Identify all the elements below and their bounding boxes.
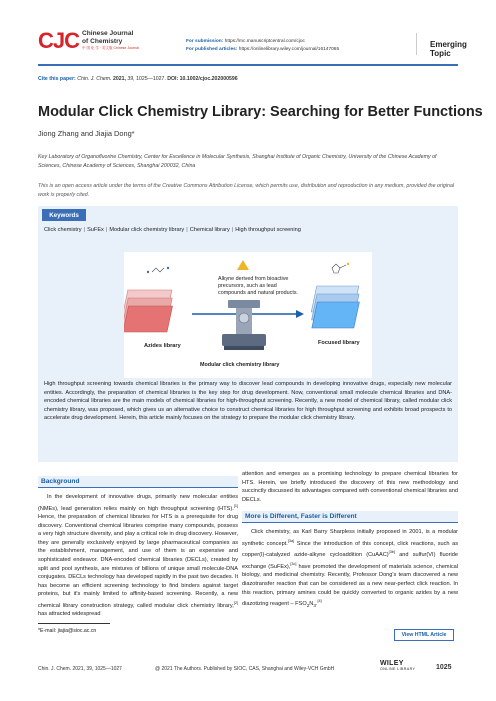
footnote-rule [38, 623, 110, 624]
citation-label: Cite this paper: [38, 76, 76, 82]
keyword-item[interactable]: Click chemistry [44, 227, 82, 233]
background-section [38, 476, 238, 619]
graphic-text-line2: precursors, such as lead [218, 283, 277, 289]
paragraph-text: and sulfur(VI) fluoride exchange (SuFEx), [242, 552, 458, 570]
license-notice: This is an open access article under the terms of the Creative Commons Attribution License, which permits use, distribution and reproduction in any medium, provided the original work is properly cited. [38, 183, 455, 198]
robot-instrument-icon [222, 300, 266, 350]
reference-link[interactable]: [4] [317, 599, 322, 604]
header-rule [38, 64, 458, 66]
citation-doi[interactable]: DOI: 10.1002/cjoc.202000596 [167, 76, 238, 82]
background-paragraph [38, 493, 238, 619]
journal-header [38, 28, 467, 58]
keyword-separator: | [231, 227, 234, 233]
graphic-text-line1: Alkyne derived from bioactive [218, 276, 289, 282]
wiley-logo-sub: ONLINE LIBRARY [380, 667, 416, 671]
affiliation: Key Laboratory of Organofluorine Chemistry, Center for Excellence in Molecular Synthesis, Shanghai Institute of Organic Chemistry, University of the Chinese Academy of Sciences, Chinese Academy of Sciences, Shanghai 200032, China [38, 154, 437, 169]
background-text: has attracted widespread [38, 611, 101, 618]
more-is-different-heading: More is Different, Faster is Different [242, 511, 458, 523]
footer-citation: Chin. J. Chem. 2021, 39, 1025—1027 [38, 666, 122, 672]
background-text: In the development of innovative drugs, primarily new molecular entities (NMEs), lead generation relies mainly on high throughput screening (HTS). [38, 494, 238, 512]
wiley-logo[interactable] [380, 660, 415, 671]
reference-link[interactable]: [3b] [388, 550, 395, 555]
paragraph-text: Since the introduction of this concept, click reactions, such as copper(I)-catalyzed azide-alkyne cycloaddition (CuAAC) [242, 540, 458, 559]
graphic-text-line3: compounds and natural products. [218, 290, 299, 296]
footer-copyright: @ 2021 The Authors. Published by SIOC, CAS, Shanghai and Wiley-VCH GmbH [155, 666, 335, 672]
citation-pages: 1025—1027. [136, 76, 166, 82]
azide-molecule-icon [147, 267, 169, 273]
keywords-list [44, 227, 301, 233]
published-label: For published articles: [186, 46, 238, 52]
background-text: Hence, the preparation of chemical libraries for HTS is a prerequisite for drug discovery. Conventional chemical libraries comprise many compounds, possess a very high structure diversity, and play a critical role in drug discovery. However, they are generally exclusively enjoyed by large pharmaceutical companies as the establishment, management, and use of them is an expensive and sophisticated endeavor. DNA-encoded chemical libraries (DECLs), created by split and pool synthesis, are mixtures of billions of unique small molecule-DNA conjugates. DECLs technology has developed rapidly in the past two decades. It has become an efficient screening technology to find binders against target proteins, but it's mainly limited to affinity-based screening. Recently, a new chemical library construction strategy, called modular click chemistry library, [38, 514, 238, 609]
azides-library-label: Azides library [144, 343, 181, 349]
keywords-heading: Keywords [42, 209, 86, 221]
journal-logo[interactable] [38, 30, 139, 53]
keyword-item[interactable]: Modular click chemistry library [109, 227, 185, 233]
wiley-logo-text: WILEY [380, 660, 404, 667]
paragraph-text: Click chemistry, as Karl Barry Sharpless initially proposed in 2001, is a modular synthetic concept. [242, 529, 458, 547]
focused-library-label: Focused library [318, 340, 360, 346]
keywords-box [38, 206, 458, 244]
reference-link[interactable]: [1] [233, 503, 238, 508]
paragraph-text: have promoted the development of materials science, chemical biology, and medicinal chemistry. Recently, Professor Dong's team discovered a new diazotransfer reaction that can be considered as a new near-perfect click reaction. In this reaction, primary amines could be quickly converted to organic azides by a new diazotizing reagent – FSO [242, 563, 458, 607]
modular-library-label: Modular click chemistry library [200, 362, 280, 368]
graphical-abstract-svg [124, 252, 372, 378]
focused-plates-icon [311, 286, 359, 328]
submission-label: For submission: [186, 39, 224, 44]
keyword-separator: | [186, 227, 188, 233]
logo-text [82, 30, 139, 53]
header-links [186, 38, 339, 53]
click-chemistry-paragraph [242, 528, 458, 610]
product-molecule-icon [332, 263, 349, 273]
logo-cn: 中 国 化 学 · 英文版 Chinese Journal [82, 46, 139, 50]
right-column [242, 470, 458, 611]
alkyne-triangle-icon [237, 260, 249, 270]
header-divider [416, 33, 417, 55]
keyword-separator: | [105, 227, 108, 233]
continuation-paragraph: attention and emerges as a promising technology to prepare chemical libraries for HTS. Herein, we briefly introduced the discovery of this new methodology and succinctly discussed its advantages compared with conventional chemical libraries and DECLs. [242, 471, 458, 503]
svg-text:Alkyne derived from bioactive [218, 276, 298, 296]
keyword-separator: | [83, 227, 86, 233]
published-link[interactable]: https://onlinelibrary.wiley.com/journal/16147065 [238, 46, 340, 52]
abstract-text: High throughput screening towards chemical libraries is the primary way to discover lead compounds in developing innovative drugs, especially new molecular entities. Accordingly, the preparation of chemical libraries is the key step for drug development. Now, conventional small molecule chemical libraries and DNA-encoded chemical libraries are the main models of chemical libraries for high-throughput screening. Recently, a new model of chemical library, called modular click chemistry library, was proposed, which gives us an alternative choice to construct chemical libraries for high throughput screening and exhibits broad prospects to accelerate drug development. Herein, this article mainly focuses on the strategy to prepare the modular click chemistry library. [44, 381, 452, 422]
keyword-item[interactable]: High throughput screening [235, 227, 301, 233]
article-authors: Jiong Zhang and Jiajia Dong* [38, 129, 135, 138]
citation-line [38, 76, 238, 82]
corresponding-email[interactable]: *E-mail: jiajia@sioc.ac.cn [38, 628, 97, 634]
reference-link[interactable]: [3c] [290, 561, 297, 566]
citation-year: 2021, [112, 76, 126, 82]
azide-plates-icon [124, 290, 173, 332]
logo-line2: of Chemistry [82, 37, 123, 45]
keyword-item[interactable]: Chemical library [189, 227, 230, 233]
abstract-box [38, 244, 458, 462]
logo-mark: CJC [38, 28, 80, 54]
background-heading: Background [38, 476, 238, 488]
citation-journal: Chin. J. Chem. [77, 76, 112, 82]
keyword-item[interactable]: SuFEx [87, 227, 104, 233]
reference-link[interactable]: [3a] [287, 538, 295, 543]
graphical-abstract [124, 252, 372, 378]
submission-link[interactable]: https://mc.manuscriptcentral.com/cjoc [224, 39, 305, 44]
subscript: 3 [313, 603, 316, 609]
reference-link[interactable]: [2] [233, 600, 238, 605]
logo-line1: Chinese Journal [82, 30, 134, 37]
subscript: 2 [306, 603, 310, 609]
page-number: 1025 [436, 664, 452, 671]
paragraph-text: N [309, 600, 314, 607]
article-title: Modular Click Chemistry Library: Searching for Better Functions [38, 104, 483, 120]
paragraph-text: . [315, 600, 318, 607]
citation-volume: 39, [127, 76, 135, 82]
view-html-article-button[interactable]: View HTML Article [394, 629, 454, 641]
article-type: Emerging Topic [430, 40, 467, 58]
